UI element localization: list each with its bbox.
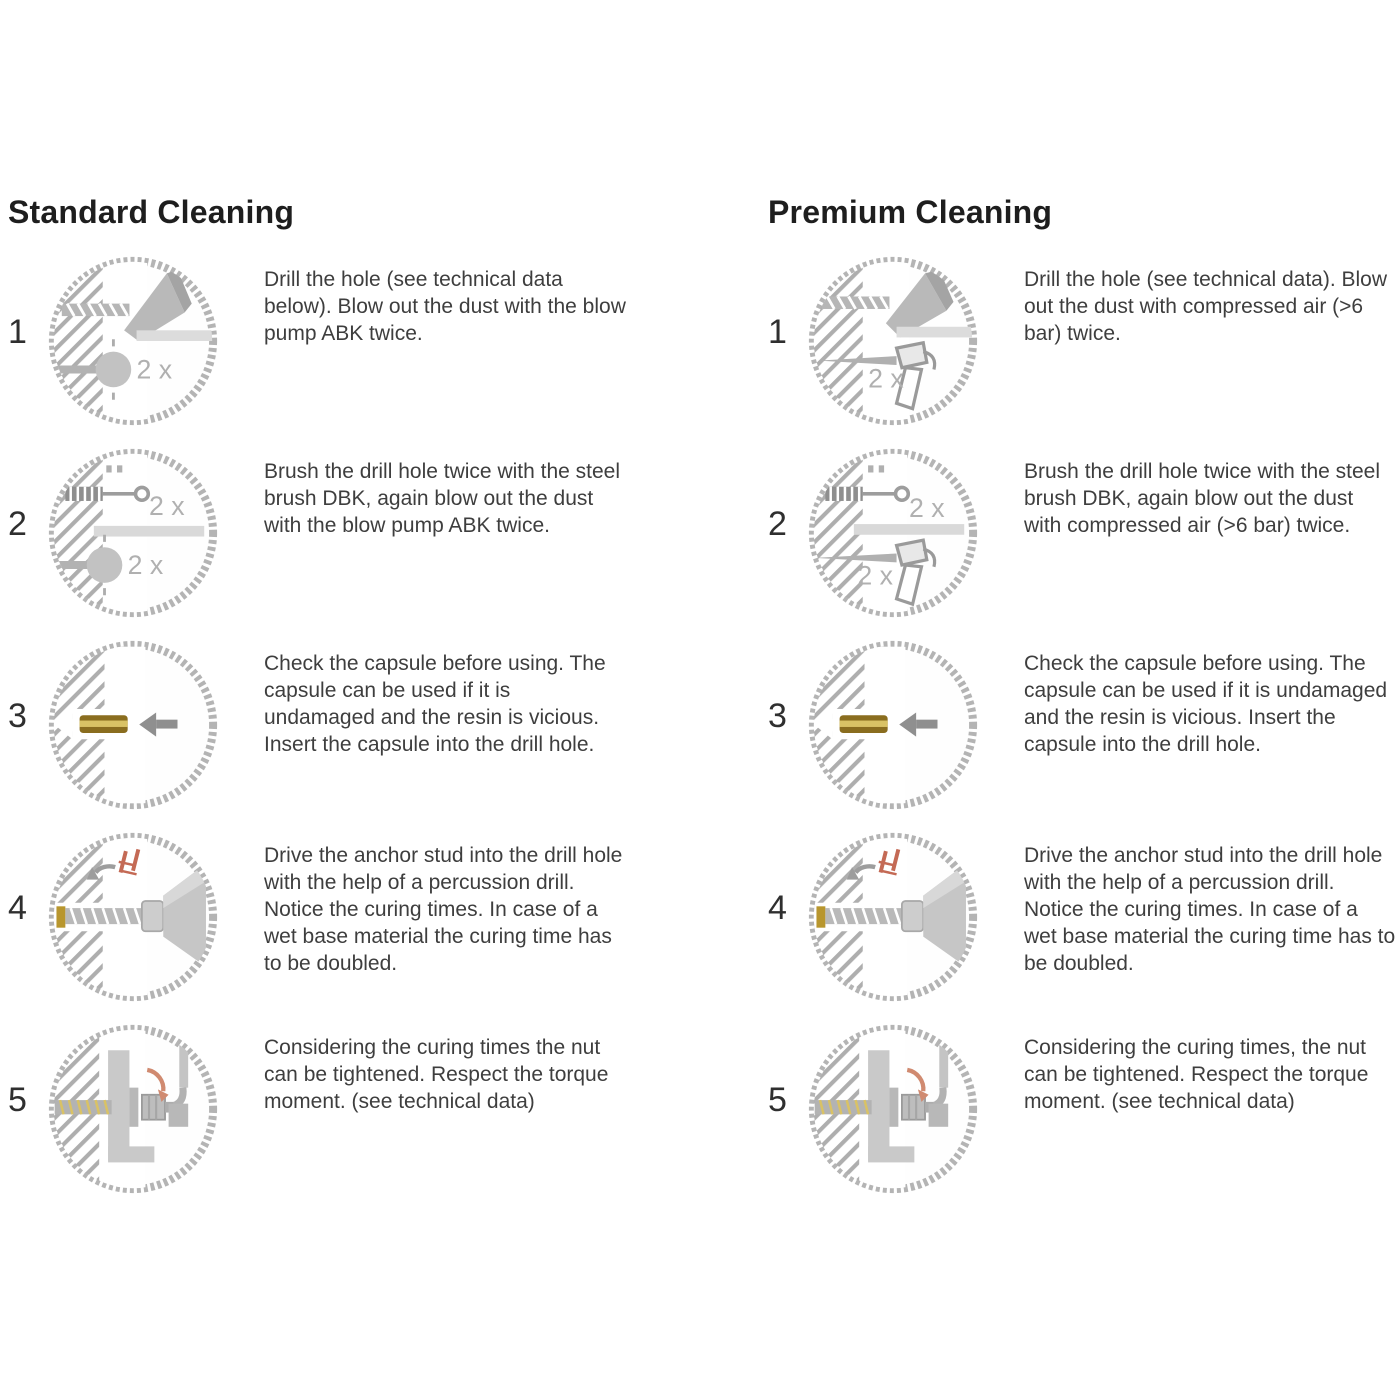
repeat-label: 2 x <box>127 549 164 580</box>
step-text: Drill the hole (see technical data). Blow out the dust with compressed air (>6 bar) twice. <box>1024 268 1388 345</box>
step-number: 5 <box>768 1080 787 1119</box>
step-number: 4 <box>768 888 787 927</box>
step-number: 3 <box>768 696 787 735</box>
step-row <box>768 636 1398 814</box>
nut-tighten-torque-icon <box>804 1020 982 1198</box>
capsule-insert-icon <box>44 636 222 814</box>
step-number: 2 <box>768 504 787 543</box>
nut-tighten-torque-icon <box>44 1020 222 1198</box>
anchor-stud-drive-icon <box>804 828 982 1006</box>
step-row <box>768 252 1398 430</box>
step-text: Check the capsule before using. The capsule can be used if it is undamaged and the resin is vicious. Insert the capsule into the drill hole. <box>1024 652 1388 756</box>
column-title-premium: Premium Cleaning <box>768 194 1053 230</box>
step-row <box>768 1020 1398 1198</box>
premium-cleaning-column <box>768 194 1398 1212</box>
repeat-label: 2 x <box>149 491 185 522</box>
step-number: 3 <box>8 696 27 735</box>
step-row <box>8 636 656 814</box>
step-text: Drive the anchor stud into the drill hole with the help of a percussion drill. Notice the curing times. In case of a wet base material the curing time has to be doubled. <box>1024 844 1396 975</box>
step-text: Check the capsule before using. The capsule can be used if it is undamaged and the resin is vicious. Insert the capsule into the drill hole. <box>264 652 606 756</box>
brush-air-gun-icon <box>804 444 982 622</box>
repeat-label: 2 x <box>868 363 904 394</box>
step-text: Drive the anchor stud into the drill hole with the help of a percussion drill. Notice the curing times. In case of a wet base material the curing time has to be doubled. <box>264 844 623 975</box>
step-number: 4 <box>8 888 27 927</box>
repeat-label: 2 x <box>136 354 173 385</box>
step-text: Considering the curing times, the nut can be tightened. Respect the torque moment. (see technical data) <box>1024 1036 1369 1113</box>
column-title-standard: Standard Cleaning <box>8 194 295 230</box>
drill-air-gun-icon <box>804 252 982 430</box>
repeat-label: 2 x <box>857 560 894 591</box>
brush-blow-pump-icon <box>44 444 222 622</box>
step-text: Brush the drill hole twice with the steel brush DBK, again blow out the dust with the blow pump ABK twice. <box>264 460 621 537</box>
step-row <box>8 444 656 622</box>
step-number: 5 <box>8 1080 27 1119</box>
repeat-label: 2 x <box>909 492 945 523</box>
step-number: 1 <box>8 312 27 351</box>
standard-cleaning-column <box>8 194 656 1212</box>
step-text: Brush the drill hole twice with the steel brush DBK, again blow out the dust with compressed air (>6 bar) twice. <box>1024 460 1381 537</box>
step-number: 2 <box>8 504 27 543</box>
step-number: 1 <box>768 312 787 351</box>
step-row <box>768 828 1398 1006</box>
step-row <box>8 828 656 1006</box>
step-text: Drill the hole (see technical data below). Blow out the dust with the blow pump ABK twice. <box>264 268 626 345</box>
step-row <box>768 444 1398 622</box>
capsule-insert-icon <box>804 636 982 814</box>
step-row <box>8 252 656 430</box>
anchor-stud-drive-icon <box>44 828 222 1006</box>
drill-blow-pump-icon <box>44 252 222 430</box>
step-text: Considering the curing times the nut can be tightened. Respect the torque moment. (see technical data) <box>264 1036 609 1113</box>
step-row <box>8 1020 656 1198</box>
